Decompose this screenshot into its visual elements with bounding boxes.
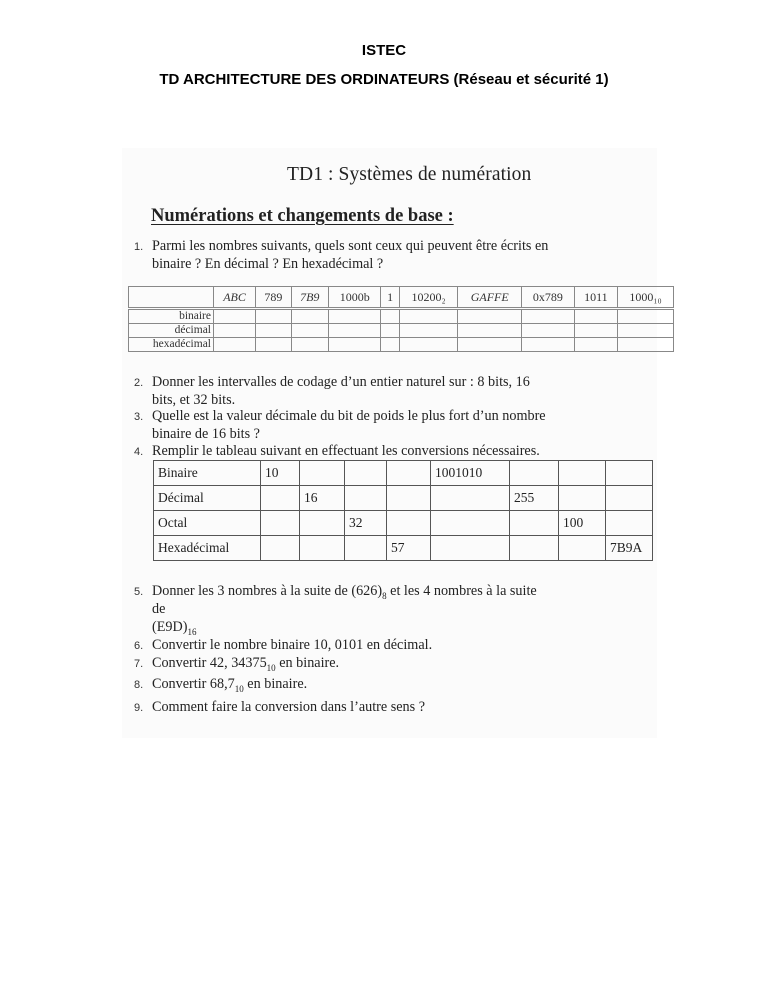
question-1-line-2: binaire ? En décimal ? En hexadécimal ?: [152, 256, 384, 272]
row-label: binaire: [129, 309, 214, 324]
table-header-cell: 1011: [574, 287, 617, 309]
table-header-cell: 10200₂: [399, 287, 457, 309]
table-cell: 255: [510, 486, 559, 511]
table-cell: [387, 511, 431, 536]
table-cell: 16: [300, 486, 345, 511]
question-1-line-1: Parmi les nombres suivants, quels sont ceux qui peuvent être écrits en: [152, 238, 549, 254]
table-cell: 1001010: [431, 461, 510, 486]
row-label: hexadécimal: [129, 338, 214, 352]
question-number: 2.: [134, 377, 144, 389]
question-number: 9.: [134, 702, 144, 714]
row-label: Octal: [154, 511, 261, 536]
table-cell: [510, 511, 559, 536]
table-cell: [606, 486, 653, 511]
row-label: Hexadécimal: [154, 536, 261, 561]
course-title: TD ARCHITECTURE DES ORDINATEURS (Réseau et sécurité 1): [159, 71, 609, 88]
row-label: décimal: [129, 324, 214, 338]
table-row: [129, 338, 674, 352]
table-row: [154, 511, 653, 536]
table-cell: [559, 536, 606, 561]
table-header-cell: 1: [381, 287, 399, 309]
question-number: 3.: [134, 411, 144, 423]
table-cell: 7B9A: [606, 536, 653, 561]
table-cell: [345, 486, 387, 511]
table-header-cell: ABC: [214, 287, 256, 309]
table-cell: [559, 486, 606, 511]
table-cell: 32: [345, 511, 387, 536]
question-number: 8.: [134, 679, 144, 691]
table-cell: [606, 461, 653, 486]
question-4-line-1: Remplir le tableau suivant en effectuant les conversions nécessaires.: [152, 443, 540, 459]
table-header-cell: 1000₁₀: [618, 287, 674, 309]
question-number: 6.: [134, 640, 144, 652]
question-3-line-1: Quelle est la valeur décimale du bit de poids le plus fort d’un nombre: [152, 408, 546, 424]
table-row: [154, 461, 653, 486]
table-cell: [261, 486, 300, 511]
table-row: [129, 287, 674, 309]
question-number: 4.: [134, 446, 144, 458]
question-9-line-1: Comment faire la conversion dans l’autre sens ?: [152, 699, 426, 715]
row-label: Décimal: [154, 486, 261, 511]
base-classification-table: [128, 286, 674, 352]
table-cell: [606, 511, 653, 536]
table-cell: [559, 461, 606, 486]
table-header-cell: 789: [256, 287, 291, 309]
conversion-table: [153, 460, 653, 561]
table-header-cell: GAFFE: [458, 287, 522, 309]
table-cell: [261, 511, 300, 536]
question-5-line-1: Donner les 3 nombres à la suite de $(626)_8$ et les 4 nombres à la suite: [152, 583, 537, 601]
table-cell: 100: [559, 511, 606, 536]
table-cell: [345, 461, 387, 486]
table-cell: [387, 486, 431, 511]
question-5-line-2: de: [152, 601, 166, 617]
table-row: [129, 324, 674, 338]
table-cell: [431, 511, 510, 536]
question-5-line-3: $(E9D)_{16}$: [152, 619, 197, 637]
table-cell: [261, 536, 300, 561]
table-cell: [431, 536, 510, 561]
school-name: ISTEC: [361, 42, 407, 59]
table-row: [154, 486, 653, 511]
table-header-cell: 0x789: [522, 287, 575, 309]
question-8-line-1: Convertir $68,7_{10}$ en binaire.: [152, 676, 308, 694]
table-cell: [387, 461, 431, 486]
question-number: 5.: [134, 586, 144, 598]
table-cell: [300, 511, 345, 536]
table-cell: [129, 287, 214, 309]
question-6-line-1: Convertir le nombre binaire 10, 0101 en décimal.: [152, 637, 433, 653]
table-cell: [300, 536, 345, 561]
row-label: Binaire: [154, 461, 261, 486]
table-row: [154, 536, 653, 561]
table-row: [129, 309, 674, 324]
table-cell: [431, 486, 510, 511]
table-header-cell: 7B9: [291, 287, 328, 309]
question-number: 1.: [134, 241, 144, 253]
td-title: TD1 : Systèmes de numération: [287, 164, 532, 185]
question-2-line-1: Donner les intervalles de codage d’un entier naturel sur : 8 bits, 16: [152, 374, 530, 390]
question-2-line-2: bits, et 32 bits.: [152, 392, 236, 408]
table-header-cell: 1000b: [328, 287, 381, 309]
table-cell: 10: [261, 461, 300, 486]
table-cell: [345, 536, 387, 561]
table-cell: 57: [387, 536, 431, 561]
table-cell: [300, 461, 345, 486]
question-number: 7.: [134, 658, 144, 670]
section-title: Numérations et changements de base :: [151, 206, 454, 226]
table-cell: [510, 536, 559, 561]
table-cell: [510, 461, 559, 486]
question-3-line-2: binaire de 16 bits ?: [152, 426, 260, 442]
question-7-line-1: Convertir 42, $34375_{10}$ en binaire.: [152, 655, 340, 673]
